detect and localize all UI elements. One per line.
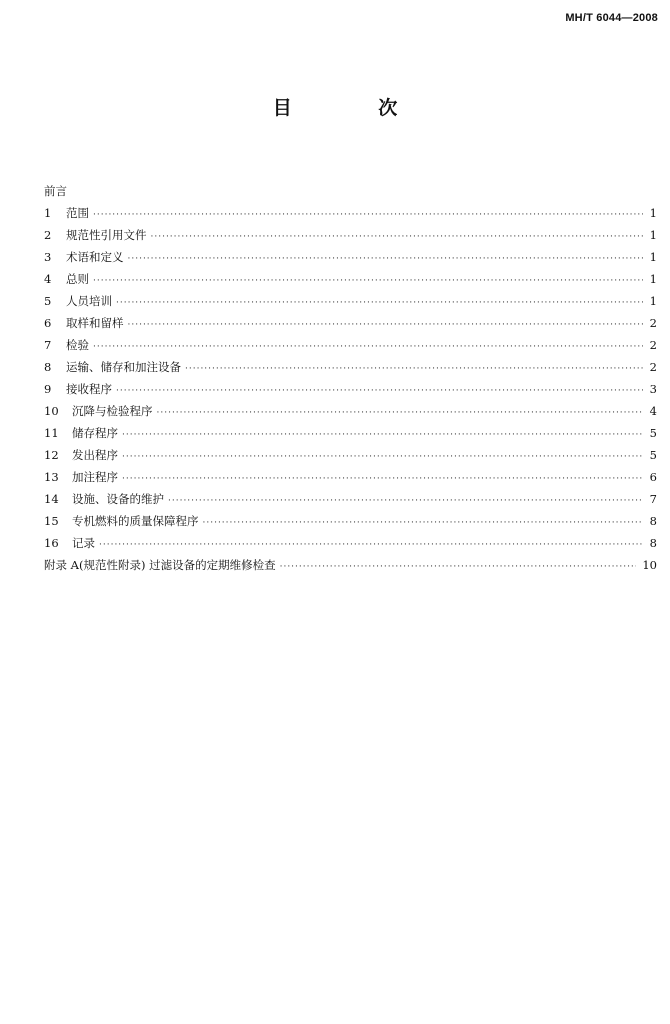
toc-entry-number: 5 (44, 294, 52, 308)
toc-entry-page: 2 (649, 360, 657, 374)
toc-entry-page: 5 (649, 448, 657, 462)
toc-leader-dots (93, 204, 643, 226)
toc-entry-page: 8 (649, 514, 657, 528)
toc-entry[interactable] (44, 224, 657, 246)
toc-entry-page: 1 (649, 206, 657, 220)
toc-entry[interactable] (44, 202, 657, 224)
toc-entry-number: 15 (44, 514, 59, 528)
toc-entry-title: 取样和留样 (66, 316, 124, 330)
toc-entry-title: 沉降与检验程序 (72, 404, 153, 418)
toc-entry-number: 11 (44, 426, 59, 440)
toc-entry-page: 5 (649, 426, 657, 440)
toc-entry-title: 运输、储存和加注设备 (66, 360, 181, 374)
toc-entry-page: 8 (649, 536, 657, 550)
toc-entry-page: 1 (649, 228, 657, 242)
toc-entry-title: 专机燃料的质量保障程序 (72, 514, 199, 528)
toc-entry-title: 术语和定义 (66, 250, 124, 264)
toc-entry[interactable] (44, 290, 657, 312)
toc-entry-title: 记录 (72, 536, 95, 550)
toc-leader-dots (157, 402, 644, 424)
toc-entry-number: 2 (44, 228, 52, 242)
toc-entry-title: 总则 (66, 272, 89, 286)
toc-entry-title: 发出程序 (72, 448, 118, 462)
toc-entry[interactable] (44, 444, 657, 466)
toc-entry-number: 12 (44, 448, 59, 462)
toc-leader-dots (93, 336, 643, 358)
toc-entry-number: 6 (44, 316, 52, 330)
toc-entry[interactable] (44, 488, 657, 510)
toc-entry-page: 2 (649, 316, 657, 330)
toc-leader-dots (151, 226, 644, 248)
page-title: 目 次 (272, 97, 438, 119)
toc-entry-number: 16 (44, 536, 59, 550)
toc-entry[interactable] (44, 312, 657, 334)
toc-entry-title: 规范性引用文件 (66, 228, 147, 242)
toc-leader-dots (122, 424, 643, 446)
toc-entry-number: 14 (44, 492, 59, 506)
toc-entry[interactable] (44, 466, 657, 488)
toc-leader-dots (116, 292, 643, 314)
toc-entry[interactable] (44, 356, 657, 378)
toc-entry[interactable] (44, 246, 657, 268)
toc-entry-number: 10 (44, 404, 59, 418)
toc-leader-dots (116, 380, 643, 402)
toc-foreword[interactable] (44, 180, 657, 202)
toc-entry-page: 1 (649, 294, 657, 308)
toc-entry-number: 7 (44, 338, 52, 352)
toc-entry-page: 6 (649, 470, 657, 484)
toc-entry-page: 3 (649, 382, 657, 396)
toc-entry[interactable] (44, 378, 657, 400)
table-of-contents (44, 180, 657, 576)
toc-entry-title: 人员培训 (66, 294, 112, 308)
toc-leader-dots (280, 556, 637, 578)
toc-entry[interactable] (44, 422, 657, 444)
toc-entry-page: 1 (649, 272, 657, 286)
toc-entry-number: 13 (44, 470, 59, 484)
toc-entry[interactable] (44, 532, 657, 554)
toc-entry-title: 设施、设备的维护 (72, 492, 164, 506)
toc-entry-title: 加注程序 (72, 470, 118, 484)
toc-entry-title: 接收程序 (66, 382, 112, 396)
toc-annex-page: 10 (642, 558, 657, 572)
toc-entry-number: 4 (44, 272, 52, 286)
toc-annex-entry[interactable] (44, 554, 657, 576)
toc-entry-number: 9 (44, 382, 52, 396)
toc-leader-dots (128, 314, 644, 336)
toc-entry-page: 2 (649, 338, 657, 352)
toc-entry-page: 7 (649, 492, 657, 506)
toc-entry[interactable] (44, 510, 657, 532)
toc-leader-dots (203, 512, 644, 534)
toc-entry-number: 3 (44, 250, 52, 264)
toc-leader-dots (185, 358, 643, 380)
toc-entry-title: 检验 (66, 338, 89, 352)
toc-leader-dots (122, 468, 643, 490)
toc-leader-dots (93, 270, 643, 292)
toc-foreword-label: 前言 (44, 184, 67, 198)
toc-entry[interactable] (44, 268, 657, 290)
toc-leader-dots (128, 248, 644, 270)
toc-entry-page: 1 (649, 250, 657, 264)
toc-leader-dots (168, 490, 643, 512)
toc-leader-dots (99, 534, 643, 556)
document-code: MH/T 6044—2008 (565, 12, 658, 24)
toc-entry[interactable] (44, 334, 657, 356)
toc-entry-number: 8 (44, 360, 52, 374)
toc-annex-title: 附录 A(规范性附录) 过滤设备的定期维修检查 (44, 558, 276, 572)
toc-entry-title: 范围 (66, 206, 89, 220)
toc-entry-title: 储存程序 (72, 426, 118, 440)
toc-entry[interactable] (44, 400, 657, 422)
toc-leader-dots (122, 446, 643, 468)
toc-entry-page: 4 (649, 404, 657, 418)
toc-entry-number: 1 (44, 206, 52, 220)
